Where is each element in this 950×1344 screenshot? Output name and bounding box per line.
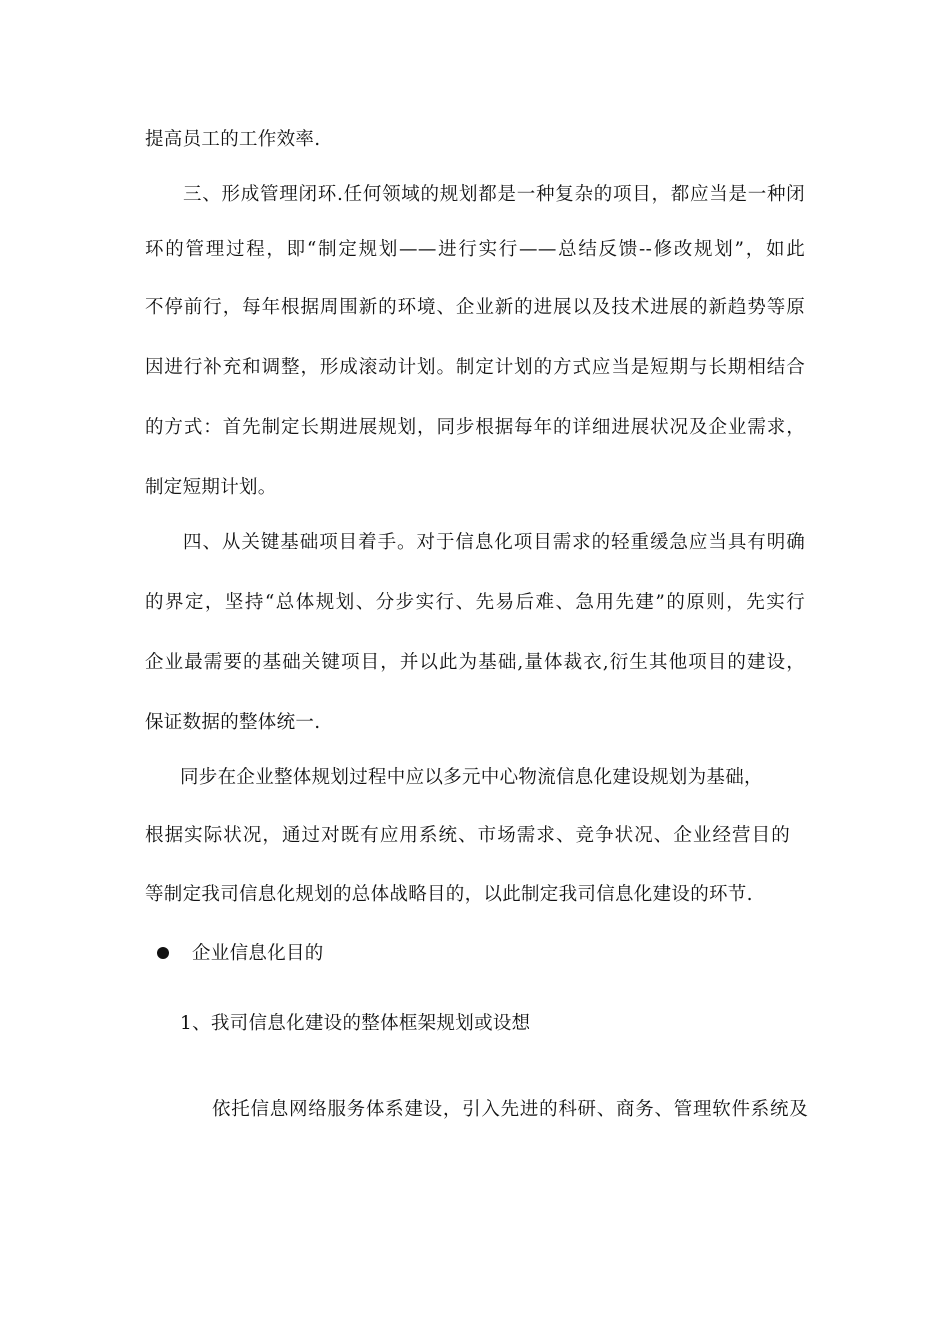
paragraph-line: 制定短期计划。	[145, 477, 277, 498]
paragraph-line: 同步在企业整体规划过程中应以多元中心物流信息化建设规划为基础，	[180, 767, 763, 788]
paragraph-line: 四、从关键基础项目着手。对于信息化项目需求的轻重缓急应当具有明确	[183, 532, 805, 553]
paragraph-line: 根据实际状况，通过对既有应用系统、市场需求、竞争状况、企业经营目的	[145, 825, 790, 846]
paragraph-line: 企业最需要的基础关键项目，并以此为基础,量体裁衣,衍生其他项目的建设，	[145, 652, 805, 673]
paragraph-line: 的界定，坚持“总体规划、分步实行、先易后难、急用先建”的原则，先实行	[145, 592, 805, 613]
paragraph-line: 的方式：首先制定长期进展规划，同步根据每年的详细进展状况及企业需求，	[145, 417, 805, 438]
paragraph-line: 三、形成管理闭环.任何领域的规划都是一种复杂的项目，都应当是一种闭	[183, 184, 805, 205]
paragraph-line: 环的管理过程，即“制定规划——进行实行——总结反馈--修改规划”，如此	[145, 239, 805, 260]
paragraph-line: 因进行补充和调整，形成滚动计划。制定计划的方式应当是短期与长期相结合	[145, 357, 805, 378]
paragraph-line: 保证数据的整体统一.	[145, 712, 321, 733]
paragraph-line: 依托信息网络服务体系建设，引入先进的科研、商务、管理软件系统及	[212, 1099, 808, 1120]
bullet-dot-icon	[157, 947, 169, 959]
paragraph-line: 等制定我司信息化规划的总体战略目的，以此制定我司信息化建设的环节.	[145, 884, 753, 905]
bullet-heading: 企业信息化目的	[192, 943, 324, 964]
paragraph-line: 不停前行，每年根据周围新的环境、企业新的进展以及技术进展的新趋势等原	[145, 297, 805, 318]
numbered-heading: 1、我司信息化建设的整体框架规划或设想	[180, 1013, 531, 1034]
paragraph-line: 提高员工的工作效率.	[145, 129, 321, 150]
